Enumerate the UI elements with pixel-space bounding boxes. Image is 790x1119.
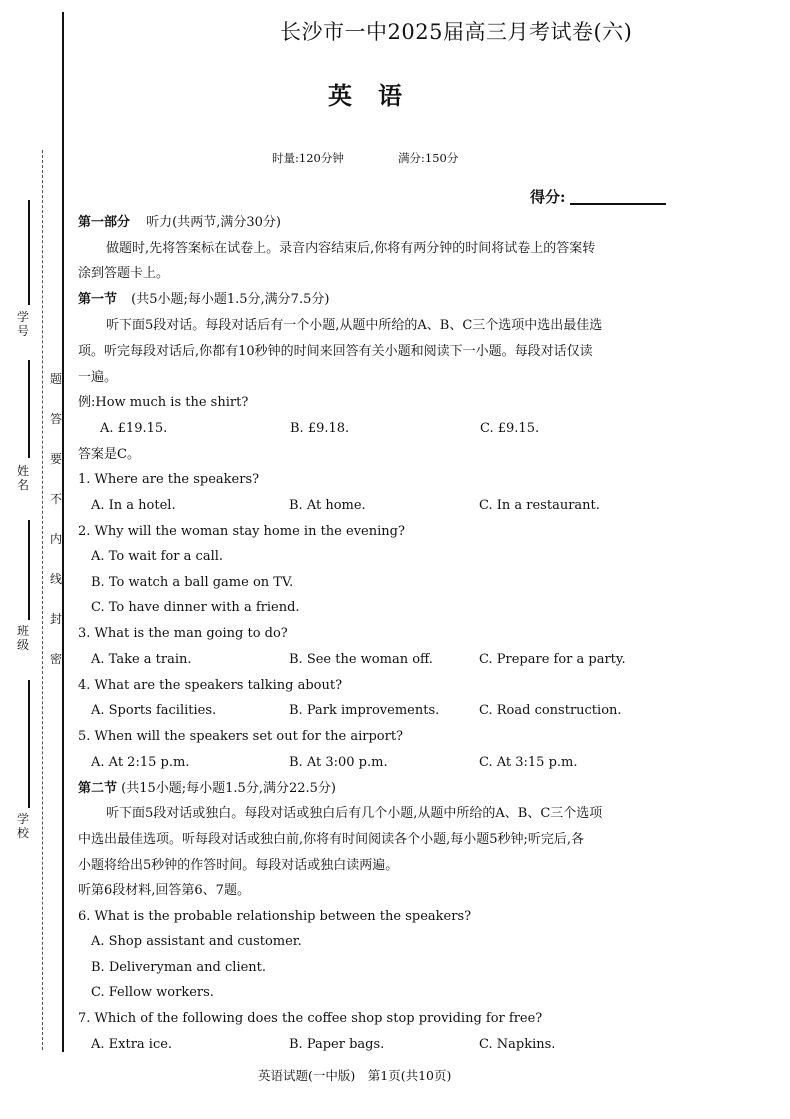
question-1-option-a: A. In a hotel.: [91, 498, 176, 513]
question-5: 5. When will the speakers set out for the airport?: [78, 729, 404, 744]
material-note: 听第6段材料,回答第6、7题。: [78, 883, 250, 898]
question-3-option-b: B. See the woman off.: [289, 652, 433, 667]
question-2-option-b: B. To watch a ball game on TV.: [91, 575, 294, 590]
page-footer: 英语试题(一中版) 第1页(共10页): [258, 1068, 452, 1083]
question-2-option-a: A. To wait for a call.: [91, 549, 224, 564]
part1-heading: [78, 214, 668, 231]
exam-title: 长沙市一中2025届高三月考试卷(六): [280, 20, 633, 44]
question-1: 1. Where are the speakers?: [78, 472, 260, 487]
section1-intro: 听下面5段对话。每段对话后有一个小题,从题中所给的A、B、C三个选项中选出最佳选: [106, 318, 603, 333]
section1-intro: 项。听完每段对话后,你都有10秒钟的时间来回答有关小题和阅读下一小题。每段对话仅读: [78, 344, 593, 359]
question-3-option-c: C. Prepare for a party.: [479, 652, 626, 667]
part1-title: 第一部分: [78, 215, 131, 230]
question-7: 7. Which of the following does the coffee shop stop providing for free?: [78, 1011, 543, 1026]
part1-title-rest: 听力(共两节,满分30分): [146, 215, 281, 230]
section2-title-rest: (共15小题;每小题1.5分,满分22.5分): [121, 781, 336, 796]
score-blank: [570, 203, 666, 205]
question-2: 2. Why will the woman stay home in the evening?: [78, 524, 405, 539]
score-label: 得分:: [530, 188, 566, 206]
question-5-option-b: B. At 3:00 p.m.: [289, 755, 388, 770]
class-line: [28, 520, 30, 620]
question-4: 4. What are the speakers talking about?: [78, 678, 343, 693]
example-option-b: B. £9.18.: [290, 421, 350, 436]
section1-title-rest: (共5小题;每小题1.5分,满分7.5分): [131, 292, 330, 307]
seal-char: 不: [49, 492, 62, 506]
student-number-line: [28, 200, 30, 305]
seal-char: 封: [49, 612, 62, 626]
seal-char: 题: [49, 372, 62, 386]
part1-intro: 做题时,先将答案标在试卷上。录音内容结束后,你将有两分钟的时间将试卷上的答案转: [106, 241, 596, 256]
section2-intro: 听下面5段对话或独白。每段对话或独白后有几个小题,从题中所给的A、B、C三个选项: [106, 806, 603, 821]
example-option-a: A. £19.15.: [100, 421, 168, 436]
seal-char: 线: [49, 572, 62, 586]
section2-heading: [78, 780, 668, 797]
question-4-option-a: A. Sports facilities.: [91, 703, 217, 718]
seal-char: 答: [49, 412, 62, 426]
question-6-option-c: C. Fellow workers.: [91, 985, 214, 1000]
question-1-option-c: C. In a restaurant.: [479, 498, 600, 513]
seal-char: 内: [49, 532, 62, 546]
seal-char: 要: [49, 452, 62, 466]
part1-intro: 涂到答题卡上。: [78, 266, 170, 281]
question-3: 3. What is the man going to do?: [78, 626, 288, 641]
name-line: [28, 360, 30, 458]
school-line: [28, 680, 30, 808]
section2-intro: 中选出最佳选项。听每段对话或独白前,你将有时间阅读各个小题,每小题5秒钟;听完后,各: [78, 832, 585, 847]
section1-intro: 一遍。: [78, 370, 118, 385]
section1-heading: [78, 291, 668, 308]
section2-title: 第二节: [78, 781, 118, 796]
question-4-option-b: B. Park improvements.: [289, 703, 440, 718]
question-7-option-b: B. Paper bags.: [289, 1037, 385, 1052]
class-label: 班级: [16, 624, 29, 652]
section2-intro: 小题将给出5秒钟的作答时间。每段对话或独白读两遍。: [78, 858, 399, 873]
question-1-option-b: B. At home.: [289, 498, 366, 513]
question-5-option-a: A. At 2:15 p.m.: [91, 755, 190, 770]
question-2-option-c: C. To have dinner with a friend.: [91, 600, 300, 615]
binding-dashed-line: [42, 150, 43, 1050]
question-7-option-a: A. Extra ice.: [91, 1037, 173, 1052]
question-3-option-a: A. Take a train.: [91, 652, 192, 667]
seal-char: 密: [49, 652, 62, 666]
name-label: 姓名: [16, 464, 29, 492]
question-4-option-c: C. Road construction.: [479, 703, 622, 718]
exam-time: 时量:120分钟: [272, 151, 344, 165]
example-answer: 答案是C。: [78, 447, 140, 462]
question-7-option-c: C. Napkins.: [479, 1037, 556, 1052]
example-option-c: C. £9.15.: [480, 421, 540, 436]
exam-full-score: 满分:150分: [398, 151, 459, 165]
example-question: 例:How much is the shirt?: [78, 395, 249, 410]
student-number-label: 学号: [16, 310, 29, 338]
question-6-option-b: B. Deliveryman and client.: [91, 960, 267, 975]
section1-title: 第一节: [78, 292, 118, 307]
question-6: 6. What is the probable relationship between the speakers?: [78, 909, 472, 924]
subject-title: 英语: [328, 81, 428, 110]
question-5-option-c: C. At 3:15 p.m.: [479, 755, 578, 770]
school-label: 学校: [16, 812, 29, 840]
question-6-option-a: A. Shop assistant and customer.: [91, 934, 302, 949]
